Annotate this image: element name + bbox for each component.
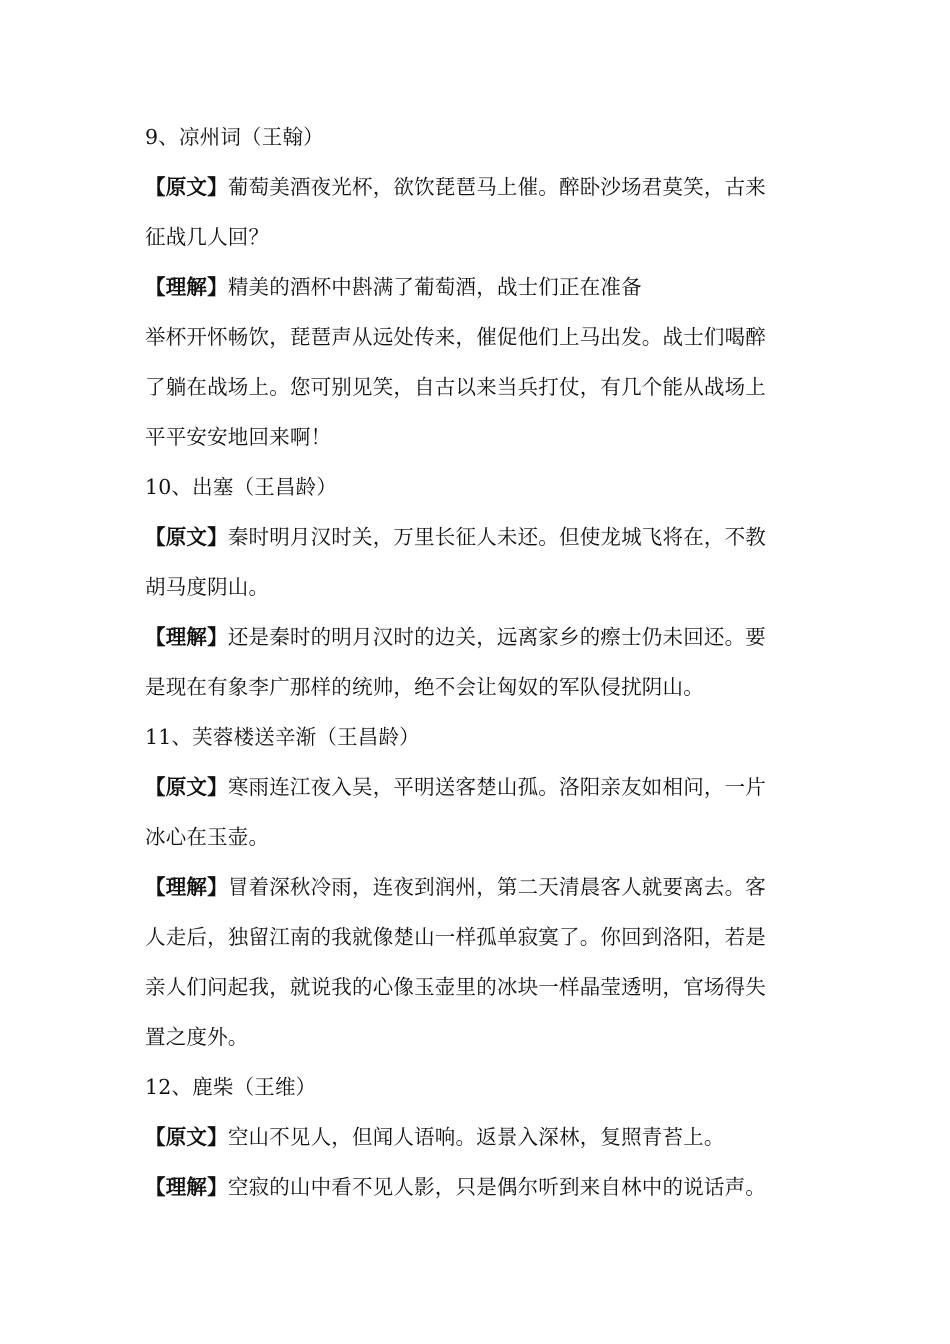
original-text-line: 征战几人回？ xyxy=(145,225,270,249)
original-label: 【原文】 xyxy=(145,775,228,799)
understanding-text-line: 平平安安地回来啊！ xyxy=(145,425,332,449)
original-text-line xyxy=(145,512,815,562)
understanding-text-line: 是现在有象李广那样的统帅，绝不会让匈奴的军队侵扰阴山。 xyxy=(145,675,704,699)
poem-heading: 11、芙蓉楼送辛渐（王昌龄） xyxy=(145,725,420,749)
understanding-text-line xyxy=(145,262,815,312)
original-text-line xyxy=(145,1112,815,1162)
understanding-text-line xyxy=(145,612,815,662)
original-text-line xyxy=(145,162,815,212)
original-text-line xyxy=(145,762,815,812)
understanding-text: 还是秦时的明月汉时的边关，远离家乡的瘵士仍未回还。要 xyxy=(227,625,767,649)
original-text: 空山不见人，但闻人语响。返景入深林，复照青苔上。 xyxy=(227,1125,725,1149)
poem-heading: 10、出塞（王昌龄） xyxy=(145,475,338,499)
understanding-label: 【理解】 xyxy=(145,625,228,649)
poem-heading: 9、凉州词（王翰） xyxy=(145,125,324,149)
document-body xyxy=(145,112,815,1212)
original-text-line: 冰心在玉壶。 xyxy=(145,825,270,849)
understanding-label: 【理解】 xyxy=(145,875,228,899)
poem-heading: 12、鹿柴（王维） xyxy=(145,1075,317,1099)
understanding-label: 【理解】 xyxy=(145,1175,228,1199)
understanding-text-line: 举杯开怀畅饮，琵琶声从远处传来，催促他们上马出发。战士们喝醉 xyxy=(145,325,766,349)
original-label: 【原文】 xyxy=(145,175,228,199)
understanding-text-line xyxy=(145,1162,815,1212)
understanding-text: 精美的酒杯中斟满了葡萄酒，战士们正在准备 xyxy=(227,275,642,299)
original-text-line: 胡马度阴山。 xyxy=(145,575,270,599)
understanding-text-line xyxy=(145,862,815,912)
understanding-text: 冒着深秋冷雨，连夜到润州，第二天清晨客人就要离去。客 xyxy=(227,875,767,899)
understanding-text-line: 亲人们问起我，就说我的心像玉壶里的冰块一样晶莹透明，官场得失 xyxy=(145,975,766,999)
understanding-text-line: 人走后，独留江南的我就像楚山一样孤单寂寞了。你回到洛阳，若是 xyxy=(145,925,766,949)
understanding-label: 【理解】 xyxy=(145,275,228,299)
original-label: 【原文】 xyxy=(145,1125,228,1149)
understanding-text-line: 置之度外。 xyxy=(145,1025,249,1049)
understanding-text: 空寂的山中看不见人影，只是偶尔听到来自林中的说话声。 xyxy=(227,1175,767,1199)
original-label: 【原文】 xyxy=(145,525,228,549)
original-text: 葡萄美酒夜光杯，欲饮琵琶马上催。醉卧沙场君莫笑，古来 xyxy=(227,175,767,199)
original-text: 秦时明月汉时关，万里长征人未还。但使龙城飞将在，不教 xyxy=(227,525,767,549)
understanding-text-line: 了躺在战场上。您可别见笑，自古以来当兵打仗，有几个能从战场上 xyxy=(145,375,766,399)
original-text: 寒雨连江夜入吴，平明送客楚山孤。洛阳亲友如相问，一片 xyxy=(227,775,767,799)
